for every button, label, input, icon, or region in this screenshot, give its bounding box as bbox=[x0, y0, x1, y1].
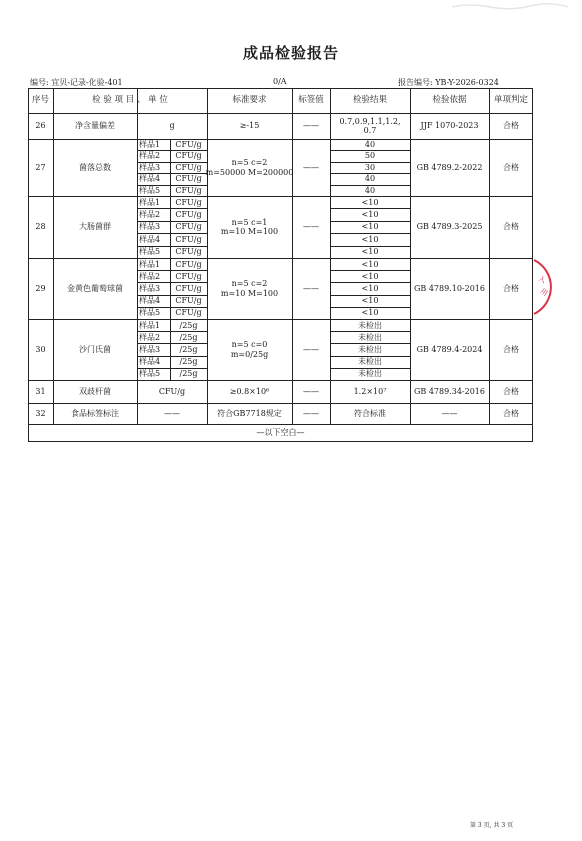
sample-label: 样品3 bbox=[139, 162, 161, 172]
row32-no: 32 bbox=[35, 408, 46, 418]
sample-unit: /25g bbox=[179, 344, 198, 354]
sample-result: <10 bbox=[361, 283, 379, 293]
sample-result: <10 bbox=[361, 259, 379, 269]
r28-label-value: —— bbox=[303, 222, 319, 232]
row31-judgement: 合格 bbox=[503, 386, 519, 396]
row31-result: 1.2×10⁷ bbox=[353, 386, 387, 396]
r30-basis: GB 4789.4-2024 bbox=[416, 344, 483, 354]
report-title: 成品检验报告 bbox=[242, 44, 339, 62]
sample-unit: CFU/g bbox=[175, 259, 202, 269]
row26-standard: ≥-15 bbox=[239, 121, 260, 131]
r27-label-value: —— bbox=[303, 162, 319, 172]
r28-no: 28 bbox=[35, 222, 46, 232]
r29-no: 29 bbox=[35, 283, 46, 293]
r27-standard: n=5 c=2 m=50000 M=200000 bbox=[205, 158, 294, 177]
sample-unit: /25g bbox=[179, 320, 198, 330]
sample-label: 样品4 bbox=[139, 174, 161, 184]
row26-result: 0.7,0.9,1.1,1.2, 0.7 bbox=[339, 116, 401, 135]
sample-result: 30 bbox=[364, 162, 376, 172]
sample-result: 40 bbox=[364, 174, 376, 184]
sample-unit: CFU/g bbox=[175, 283, 202, 293]
r29-judgement: 合格 bbox=[503, 283, 519, 293]
r28-basis: GB 4789.3-2025 bbox=[416, 222, 483, 232]
row31-basis: GB 4789.34-2016 bbox=[414, 386, 485, 396]
r29-label-value: —— bbox=[303, 283, 319, 293]
row26-basis: JJF 1070-2023 bbox=[420, 121, 479, 131]
sample-label: 样品4 bbox=[139, 234, 161, 244]
sample-unit: CFU/g bbox=[175, 234, 202, 244]
row32-standard: 符合GB7718规定 bbox=[217, 408, 282, 418]
r30-label-value: —— bbox=[303, 344, 319, 354]
sample-label: 样品3 bbox=[139, 283, 161, 293]
sample-result: 未检出 bbox=[358, 344, 382, 354]
sample-result: <10 bbox=[361, 197, 379, 207]
sample-result: <10 bbox=[361, 222, 379, 232]
sample-unit: /25g bbox=[179, 369, 198, 379]
r30-judgement: 合格 bbox=[503, 344, 519, 354]
row26-unit: g bbox=[169, 121, 175, 131]
svg-text:用: 用 bbox=[538, 287, 550, 298]
sample-label: 样品5 bbox=[139, 185, 161, 195]
header-item: 检 验 项 目 、 单 位 bbox=[92, 94, 168, 105]
sample-unit: CFU/g bbox=[175, 174, 202, 184]
sample-label: 样品5 bbox=[139, 247, 161, 257]
r30-no: 30 bbox=[35, 344, 46, 354]
sample-unit: CFU/g bbox=[175, 151, 202, 161]
sample-label: 样品3 bbox=[139, 222, 161, 232]
row32-label-value: —— bbox=[303, 408, 319, 418]
row31-standard: ≥0.8×10⁶ bbox=[229, 386, 270, 396]
row26-item: 净含量偏差 bbox=[75, 121, 115, 131]
r27-basis: GB 4789.2-2022 bbox=[416, 162, 483, 172]
sample-label: 样品1 bbox=[139, 140, 161, 150]
report-number: 报告编号: YB-Y-2026-0324 bbox=[398, 78, 499, 87]
row31-unit: CFU/g bbox=[158, 386, 186, 396]
r28-judgement: 合格 bbox=[503, 222, 519, 232]
r27-no: 27 bbox=[35, 162, 46, 172]
sample-result: 40 bbox=[364, 140, 376, 150]
header-label-value: 标签值 bbox=[298, 94, 324, 105]
sample-label: 样品2 bbox=[139, 332, 161, 342]
r28-item: 大肠菌群 bbox=[79, 222, 111, 232]
sample-result: <10 bbox=[361, 308, 379, 318]
header-basis: 检验依据 bbox=[432, 94, 467, 105]
r29-basis: GB 4789.10-2016 bbox=[414, 283, 485, 293]
r27-judgement: 合格 bbox=[503, 162, 519, 172]
page-footer: 第 3 页, 共 3 页 bbox=[470, 822, 514, 829]
row32-result: 符合标准 bbox=[354, 408, 386, 418]
sample-result: <10 bbox=[361, 271, 379, 281]
sample-result: 40 bbox=[364, 185, 376, 195]
serial-number: 编号: 宜贝-记录-化验-401 bbox=[30, 78, 123, 87]
header-standard: 标准要求 bbox=[232, 94, 267, 105]
sample-result: 未检出 bbox=[358, 369, 382, 379]
end-note: —以下空白— bbox=[256, 428, 305, 438]
sample-unit: CFU/g bbox=[175, 308, 202, 318]
sample-label: 样品4 bbox=[139, 296, 161, 306]
sample-result: 未检出 bbox=[358, 357, 382, 367]
sample-result: 50 bbox=[364, 151, 376, 161]
row32-judgement: 合格 bbox=[503, 408, 519, 418]
svg-text:入: 入 bbox=[537, 274, 547, 285]
sample-result: 未检出 bbox=[358, 320, 382, 330]
sample-label: 样品1 bbox=[139, 259, 161, 269]
sample-unit: CFU/g bbox=[175, 197, 202, 207]
sample-unit: CFU/g bbox=[175, 296, 202, 306]
row26-label-value: —— bbox=[303, 121, 319, 131]
row32-unit: —— bbox=[164, 408, 180, 418]
r29-standard: n=5 c=2 m=10 M=100 bbox=[220, 279, 279, 298]
sample-result: <10 bbox=[361, 234, 379, 244]
sample-label: 样品1 bbox=[139, 197, 161, 207]
sample-unit: /25g bbox=[179, 357, 198, 367]
inspection-stamp bbox=[530, 258, 566, 316]
sample-label: 样品1 bbox=[139, 320, 161, 330]
row31-item: 双歧杆菌 bbox=[79, 386, 111, 396]
sample-label: 样品3 bbox=[139, 344, 161, 354]
sample-label: 样品4 bbox=[139, 357, 161, 367]
sample-unit: CFU/g bbox=[175, 209, 202, 219]
r28-standard: n=5 c=1 m=10 M=100 bbox=[220, 217, 279, 236]
sample-result: <10 bbox=[361, 209, 379, 219]
header-result: 检验结果 bbox=[352, 94, 387, 105]
header-judgement: 单项判定 bbox=[493, 94, 528, 105]
r30-item: 沙门氏菌 bbox=[79, 344, 111, 354]
header-no: 序号 bbox=[31, 94, 49, 105]
r29-item: 金黄色葡萄球菌 bbox=[67, 283, 123, 293]
row26-no: 26 bbox=[35, 121, 46, 131]
sample-unit: CFU/g bbox=[175, 271, 202, 281]
sample-label: 样品5 bbox=[139, 308, 161, 318]
row32-item: 食品标签标注 bbox=[71, 408, 119, 418]
sample-unit: CFU/g bbox=[175, 222, 202, 232]
sample-label: 样品2 bbox=[139, 271, 161, 281]
sample-unit: CFU/g bbox=[175, 162, 202, 172]
row26-judgement: 合格 bbox=[503, 121, 519, 131]
sample-unit: CFU/g bbox=[175, 140, 202, 150]
version-code: 0/A bbox=[273, 77, 287, 86]
sample-result: 未检出 bbox=[358, 332, 382, 342]
sample-label: 样品2 bbox=[139, 151, 161, 161]
r27-item: 菌落总数 bbox=[79, 162, 111, 172]
sample-unit: CFU/g bbox=[175, 247, 202, 257]
sample-result: <10 bbox=[361, 247, 379, 257]
sample-unit: /25g bbox=[179, 332, 198, 342]
row31-label-value: —— bbox=[303, 386, 319, 396]
r30-standard: n=5 c=0 m=0/25g bbox=[230, 340, 269, 359]
sample-label: 样品2 bbox=[139, 209, 161, 219]
sample-label: 样品5 bbox=[139, 369, 161, 379]
sample-result: <10 bbox=[361, 296, 379, 306]
sample-unit: CFU/g bbox=[175, 185, 202, 195]
row32-basis: —— bbox=[441, 408, 458, 418]
row31-no: 31 bbox=[35, 386, 46, 396]
header-watermark bbox=[450, 2, 570, 10]
